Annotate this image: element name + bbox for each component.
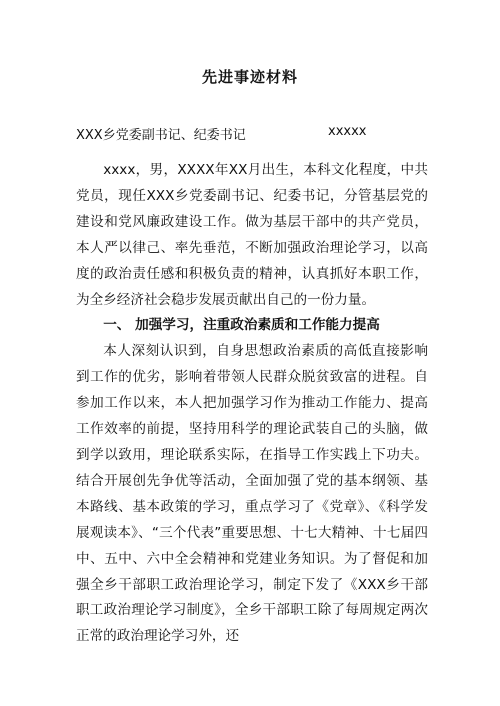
author-byline — [76, 124, 436, 143]
author-name: xxxxx — [328, 124, 367, 139]
section-heading: 一、 加强学习，注重政治素质和工作能力提高 — [103, 317, 380, 334]
document-body — [76, 158, 428, 650]
section-paragraph: 本人深刻认识到，自身思想政治素质的高低直接影响到工作的优劣，影响着带领人民群众脱贫致富的进程。自参加工作以来，本人把加强学习作为推动工作能力、提高工作效率的前提，坚持用科学的理论武装自己的头脑，做到学以致用，理论联系实际，在指导工作实践上下功夫。结合开展创先争优等活动，全面加强了党的基本纲领、基本路线、基本政策的学习，重点学习了《党章》、《科学发展观读本》、“三个代表”重要思想、十七大精神、十七届四中、五中、六中全会精神和党建业务知识。为了督促和加强全乡干部职工政治理论学习，制定下发了《XXX乡干部职工政治理论学习制度》，全乡干部职工除了每周规定两次正常的政治理论学习外，还 — [76, 343, 428, 645]
author-position: XXX乡党委副书记、纪委书记 — [76, 128, 246, 143]
intro-paragraph: xxxx，男，XXXX年XX月出生，本科文化程度，中共党员，现任XXX乡党委副书记、纪委书记，分管基层党的建设和党风廉政建设工作。做为基层干部中的共产党员，本人严以律己、率先垂范，不断加强政治理论学习，以高度的政治责任感和积极负责的精神，认真抓好本职工作，为全乡经济社会稳步发展贡献出自己的一份力量。 — [76, 162, 428, 308]
document-title: 先进事迹材料 — [201, 68, 298, 86]
